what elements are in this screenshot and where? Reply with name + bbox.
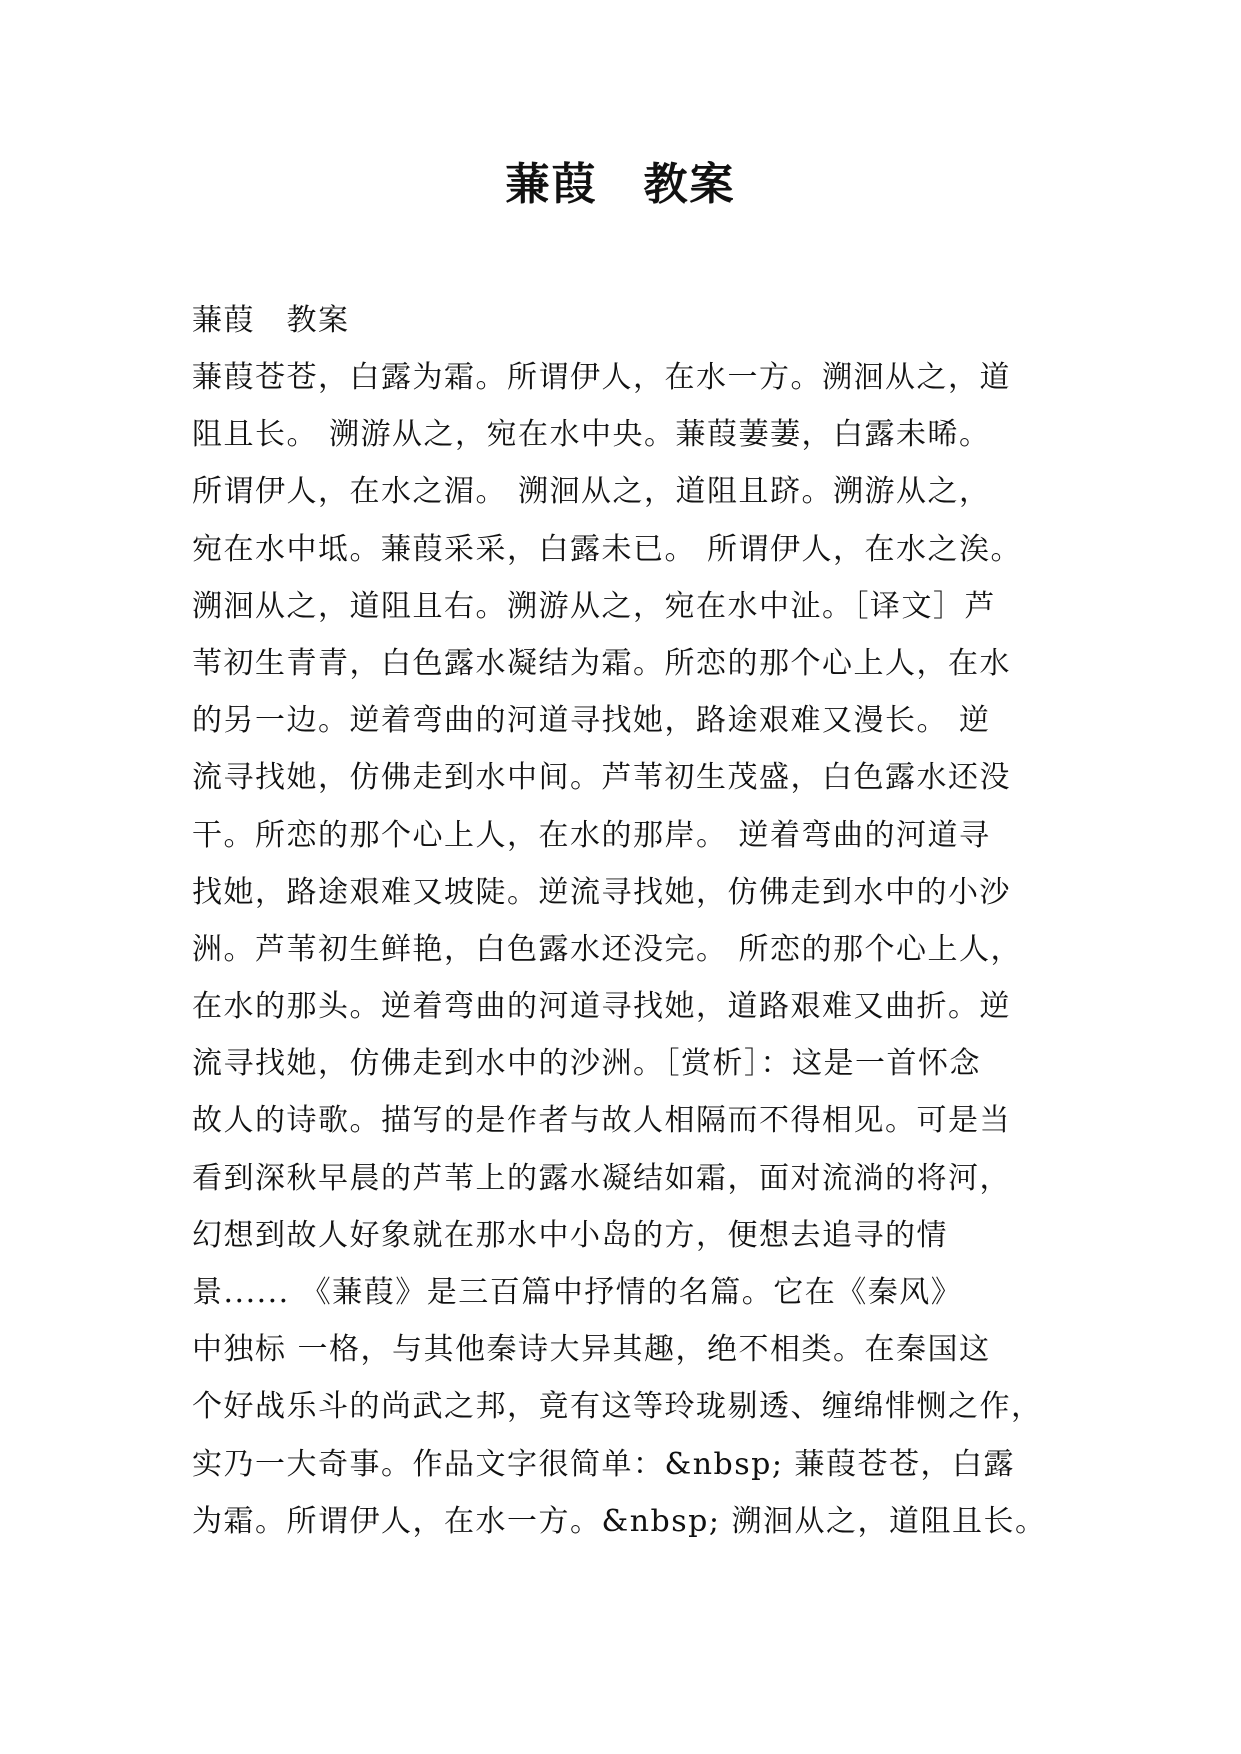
body-line: 故人的诗歌。描写的是作者与故人相隔而不得相见。可是当 (192, 1103, 1011, 1139)
body-line: 幻想到故人好象就在那水中小岛的方，便想去追寻的情 (192, 1217, 948, 1253)
body-line: 洲。芦苇初生鲜艳，白色露水还没完。 所恋的那个心上人， (192, 931, 1023, 967)
body-line: 所谓伊人，在水之湄。 溯洄从之，道阻且跻。溯游从之， (192, 474, 991, 510)
body-line: 看到深秋早晨的芦苇上的露水凝结如霜，面对流淌的将河， (192, 1160, 1011, 1196)
body-line: 景...... 《蒹葭》是三百篇中抒情的名篇。它在《秦风》 (192, 1275, 963, 1310)
page-title: 蒹葭 教案 (505, 159, 736, 210)
body-line: 流寻找她，仿佛走到水中间。芦苇初生茂盛，白色露水还没 (192, 760, 1011, 796)
body-line: 干。所恋的那个心上人，在水的那岸。 逆着弯曲的河道寻 (192, 817, 991, 853)
body-line: 中独标 一格，与其他秦诗大异其趣，绝不相类。在秦国这 (192, 1332, 991, 1368)
body-line: 蒹葭苍苍，白露为霜。所谓伊人，在水一方。溯洄从之，道 (192, 360, 1011, 395)
body-line: 苇初生青青，白色露水凝结为霜。所恋的那个心上人，在水 (192, 645, 1011, 681)
body-line: 找她，路途艰难又坡陡。逆流寻找她，仿佛走到水中的小沙 (192, 874, 1011, 910)
body-line: 个好战乐斗的尚武之邦，竟有这等玲珑剔透、缠绵悱恻之作， (192, 1389, 1043, 1425)
body-line: 在水的那头。逆着弯曲的河道寻找她，道路艰难又曲折。逆 (192, 989, 1011, 1025)
body-line: 的另一边。逆着弯曲的河道寻找她，路途艰难又漫长。 逆 (192, 703, 991, 739)
body-line: 为霜。所谓伊人，在水一方。&nbsp; 溯洄从之，道阻且长。 (192, 1503, 1047, 1539)
body-line: 宛在水中坻。蒹葭采采，白露未已。 所谓伊人，在水之涘。 (192, 531, 1023, 567)
body-line: 溯洄从之，道阻且右。溯游从之，宛在水中沚。［译文］芦 (192, 588, 996, 624)
body-line: 流寻找她，仿佛走到水中的沙洲。［赏析］：这是一首怀念 (192, 1046, 981, 1082)
body-line: 蒹葭 教案 (192, 303, 350, 338)
document-body (192, 293, 1072, 1550)
body-line: 实乃一大奇事。作品文字很简单：&nbsp; 蒹葭苍苍，白露 (192, 1446, 1015, 1482)
body-line: 阻且长。 溯游从之，宛在水中央。蒹葭萋萋，白露未晞。 (192, 417, 991, 453)
